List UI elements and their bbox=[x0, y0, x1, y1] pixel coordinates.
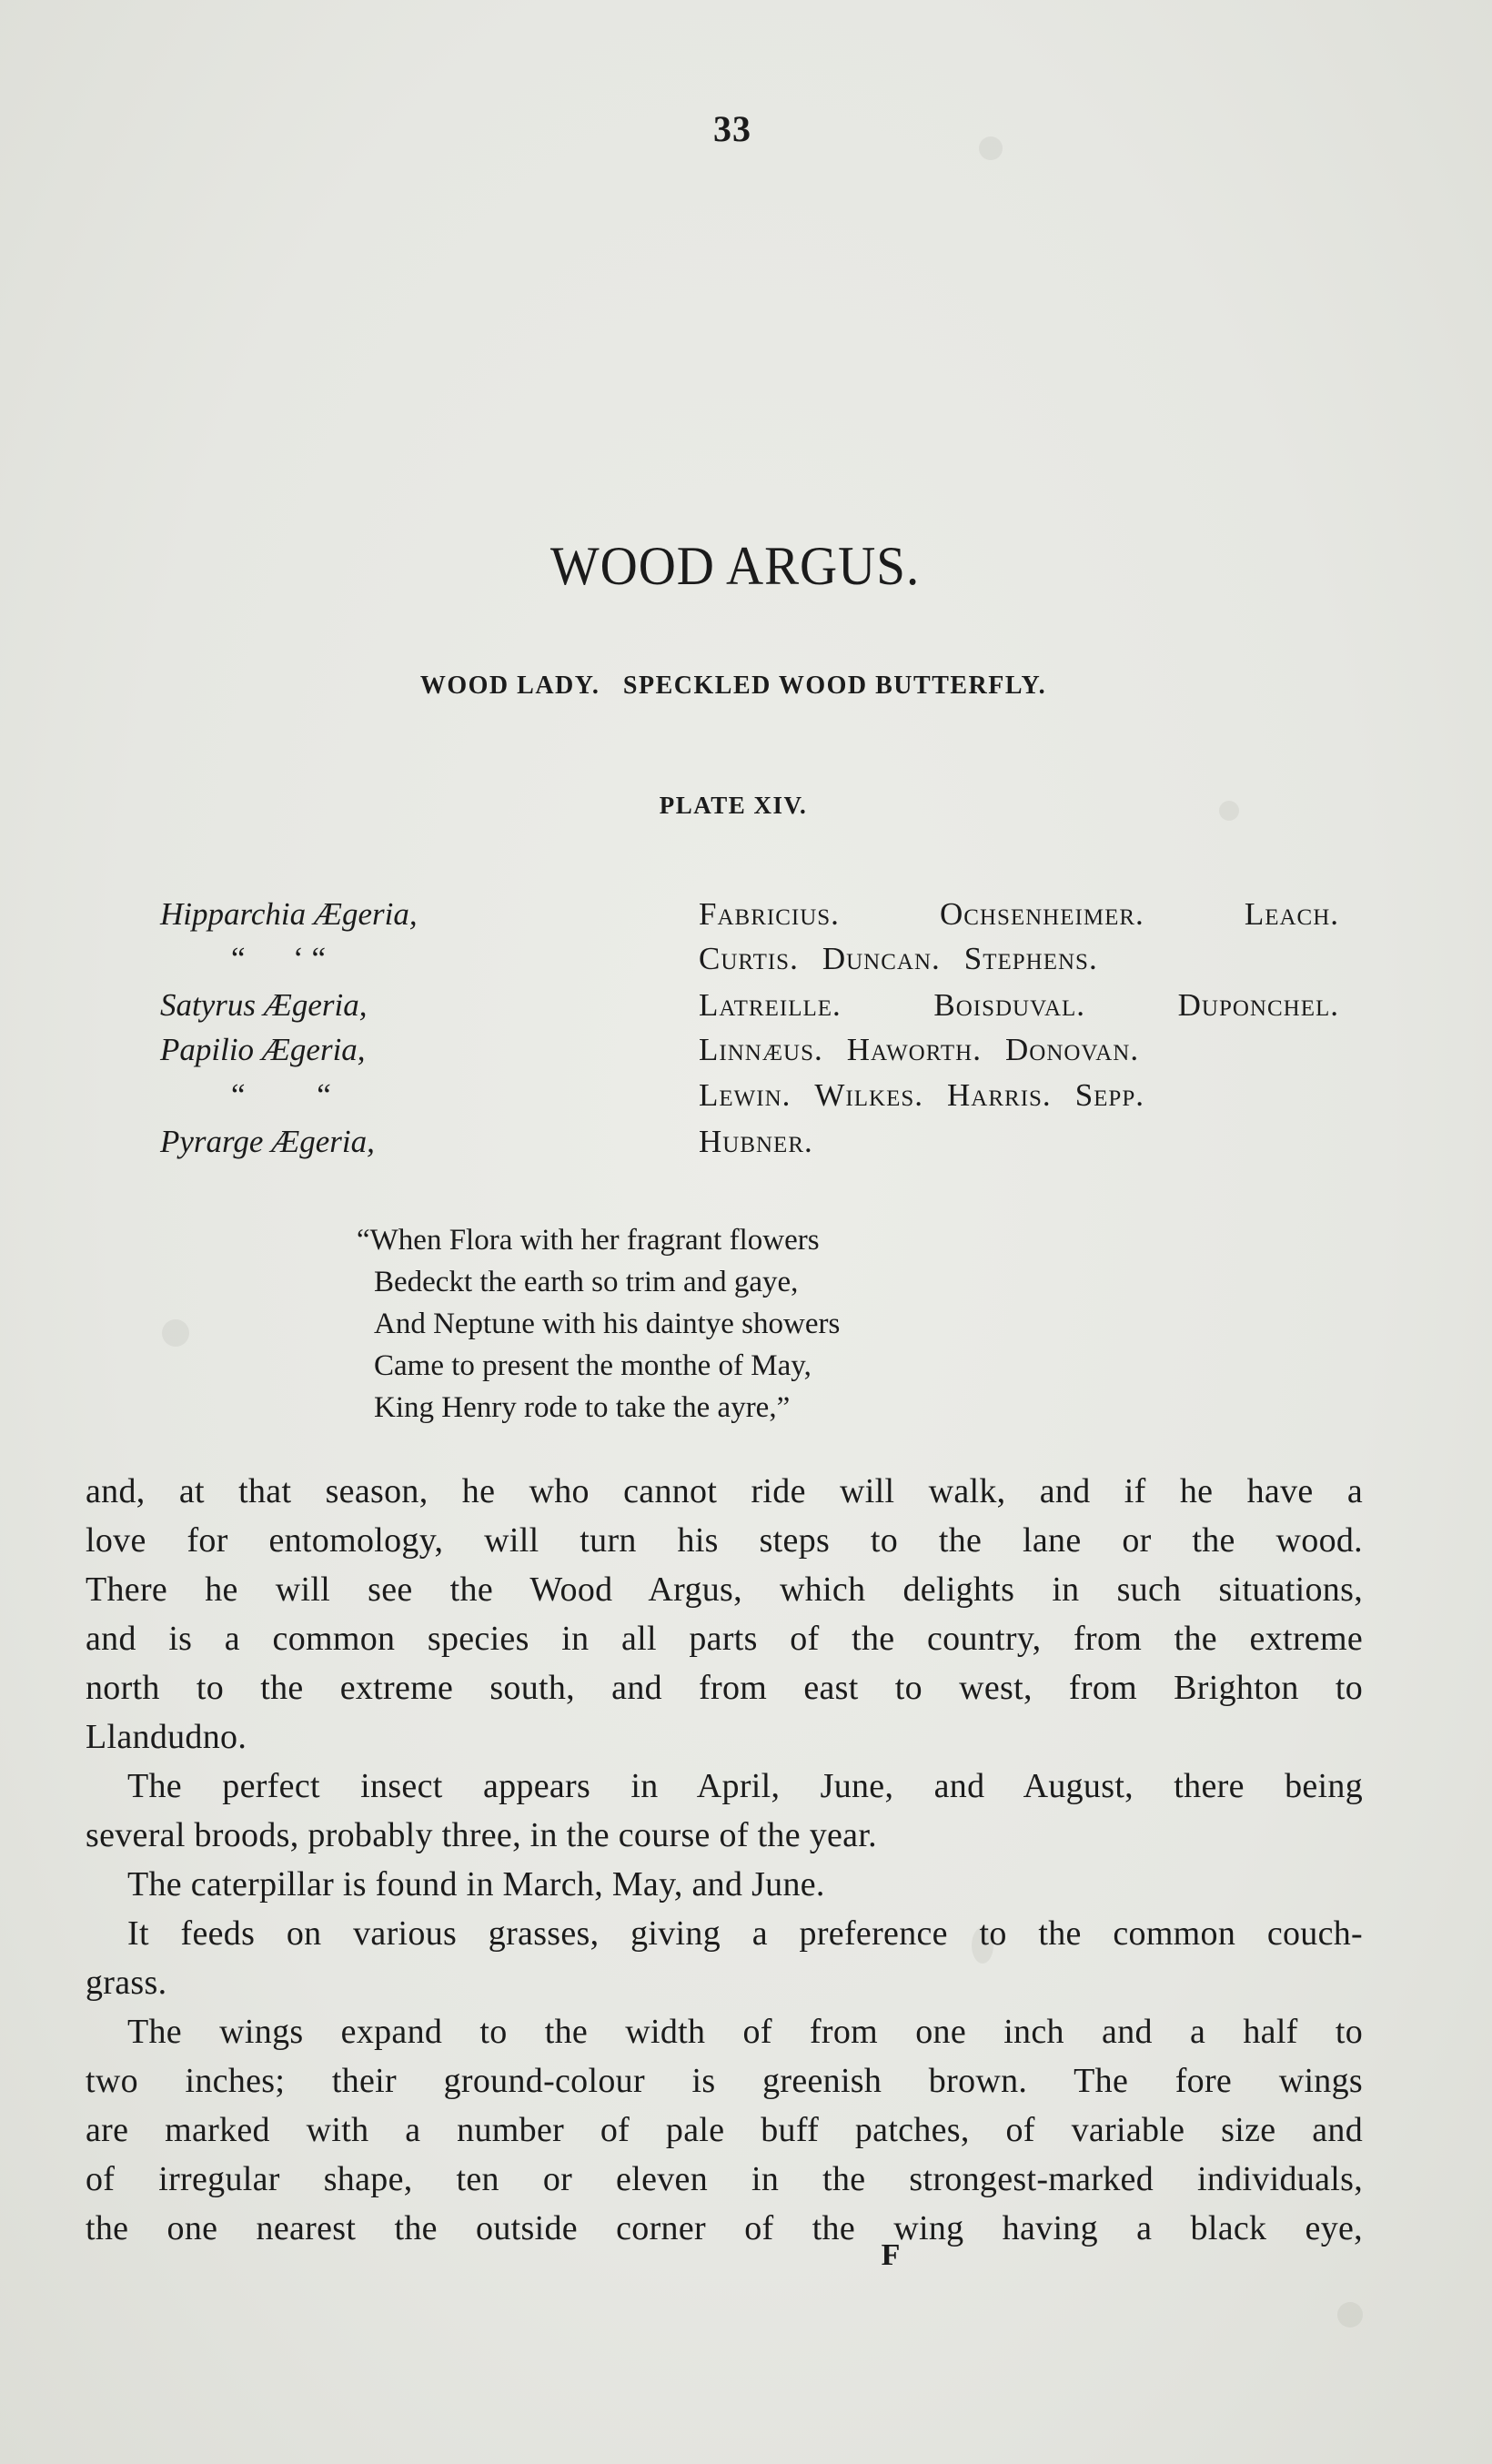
text-line: The caterpillar is found in March, May, and June. bbox=[127, 1865, 825, 1904]
text-line: The wings expand to the width of from one inch and a half to bbox=[127, 2013, 1363, 2051]
common-names: WOOD LADY. SPECKLED WOOD BUTTERFLY. bbox=[419, 672, 1047, 700]
author-name: Haworth. bbox=[846, 1032, 982, 1067]
species-name: Papilio Ægeria, bbox=[160, 1032, 366, 1067]
author-list bbox=[699, 987, 1339, 1024]
signature-mark: F bbox=[881, 2238, 901, 2272]
text-line: There he will see the Wood Argus, which delights in such situations, bbox=[86, 1570, 1363, 1609]
text-line: It feeds on various grasses, giving a preference to the common couch- bbox=[127, 1914, 1363, 1953]
author-name: Linnæus. bbox=[699, 1032, 823, 1067]
text-line: of irregular shape, ten or eleven in the strongest-marked individuals, bbox=[86, 2160, 1363, 2198]
text-line: several broods, probably three, in the course of the year. bbox=[86, 1816, 877, 1854]
author-list bbox=[699, 1032, 1339, 1068]
text-line: and, at that season, he who cannot ride will walk, and if he have a bbox=[86, 1472, 1363, 1510]
verse-line: And Neptune with his daintye showers bbox=[374, 1308, 841, 1340]
text-line: Llandudno. bbox=[86, 1718, 247, 1756]
verse-line: “When Flora with her fragrant flowers bbox=[357, 1224, 820, 1257]
author-name: Harris. bbox=[947, 1077, 1052, 1113]
ditto-marks: “ ‘ “ bbox=[231, 941, 326, 976]
synonymy-row bbox=[0, 1032, 1492, 1077]
text-line: and is a common species in all parts of the country, from the extreme bbox=[86, 1620, 1363, 1658]
plate-reference: PLATE XIV. bbox=[659, 792, 808, 819]
author-name: Latreille. bbox=[699, 987, 842, 1023]
verse-line: King Henry rode to take the ayre,” bbox=[374, 1391, 791, 1424]
paragraph bbox=[86, 1909, 1363, 2007]
text-line: grass. bbox=[86, 1964, 167, 2002]
author-list bbox=[699, 1077, 1339, 1114]
paragraph bbox=[86, 1860, 1363, 1909]
author-name: Duponchel. bbox=[1177, 987, 1339, 1023]
paragraph bbox=[86, 1467, 1363, 1762]
synonymy-row bbox=[0, 1077, 1492, 1123]
body-text bbox=[86, 1467, 1363, 2253]
author-name: Ochsenheimer. bbox=[939, 896, 1144, 932]
synonymy-row bbox=[0, 987, 1492, 1033]
paragraph bbox=[86, 1762, 1363, 1860]
author-name: Sepp. bbox=[1074, 1077, 1144, 1113]
author-name: Hubner. bbox=[699, 1124, 813, 1159]
author-name: Duncan. bbox=[822, 941, 941, 976]
author-list bbox=[699, 896, 1339, 933]
author-list bbox=[699, 941, 1339, 977]
foxing-spot bbox=[1337, 2302, 1363, 2328]
species-name: Pyrarge Ægeria, bbox=[160, 1124, 375, 1159]
ditto-marks: “ “ bbox=[231, 1077, 331, 1113]
author-name: Wilkes. bbox=[814, 1077, 924, 1113]
species-name: Hipparchia Ægeria, bbox=[160, 896, 418, 932]
author-name: Fabricius. bbox=[699, 896, 840, 932]
text-line: are marked with a number of pale buff patches, of variable size and bbox=[86, 2111, 1363, 2149]
page-title: WOOD ARGUS. bbox=[549, 536, 921, 596]
author-name: Donovan. bbox=[1004, 1032, 1140, 1067]
verse-quotation bbox=[357, 1219, 840, 1429]
author-name: Leach. bbox=[1244, 896, 1339, 932]
author-name: Curtis. bbox=[699, 941, 799, 976]
author-name: Lewin. bbox=[699, 1077, 791, 1113]
page-number: 33 bbox=[713, 108, 751, 149]
synonymy-row bbox=[0, 941, 1492, 986]
synonymy-row bbox=[0, 896, 1492, 942]
author-name: Stephens. bbox=[963, 941, 1098, 976]
synonymy-row bbox=[0, 1124, 1492, 1169]
text-line: the one nearest the outside corner of the wing having a black eye, bbox=[86, 2209, 1363, 2247]
author-name: Boisduval. bbox=[933, 987, 1086, 1023]
text-line: love for entomology, will turn his steps to the lane or the wood. bbox=[86, 1521, 1363, 1560]
species-name: Satyrus Ægeria, bbox=[160, 987, 368, 1023]
text-line: two inches; their ground-colour is greenish brown. The fore wings bbox=[86, 2062, 1363, 2100]
author-list bbox=[699, 1124, 1339, 1160]
text-line: north to the extreme south, and from east to west, from Brighton to bbox=[86, 1669, 1363, 1707]
text-line: The perfect insect appears in April, June, and August, there being bbox=[127, 1767, 1363, 1805]
foxing-spot bbox=[162, 1319, 189, 1347]
verse-line: Bedeckt the earth so trim and gaye, bbox=[374, 1266, 799, 1298]
paragraph bbox=[86, 2007, 1363, 2253]
verse-line: Came to present the monthe of May, bbox=[374, 1349, 812, 1382]
